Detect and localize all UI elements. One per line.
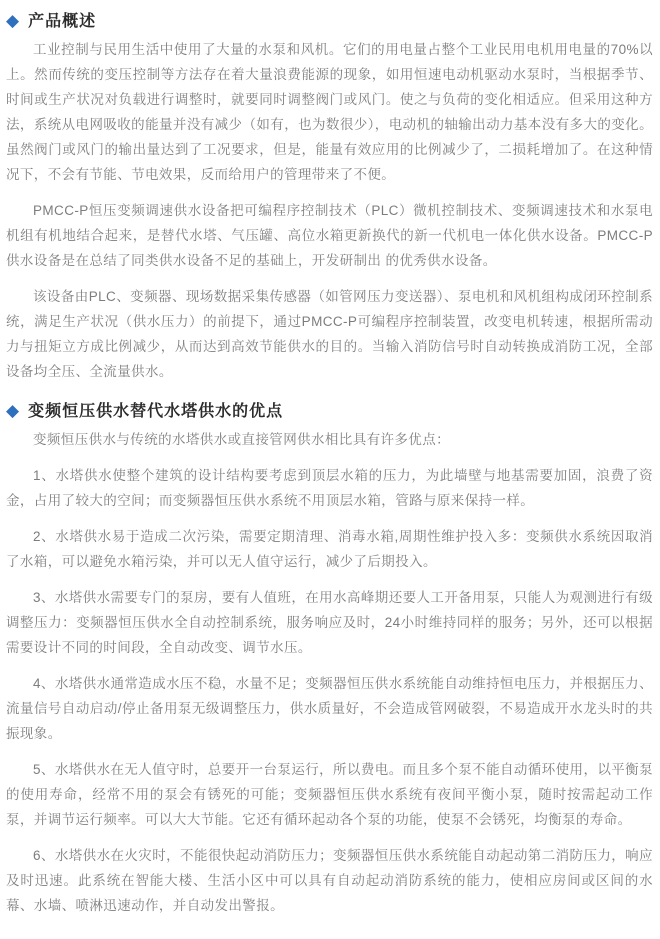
paragraph: 变频恒压供水与传统的水塔供水或直接管网供水相比具有许多优点： xyxy=(33,432,450,447)
paragraph: 该设备由PLC、变频器、现场数据采集传感器（如管网压力变送器）、泵电机和风机组构成闭环控制系统，满足生产状况（供水压力）的前提下，通过PMCC-P可编程序控制装置，改变电机转速，根据所需动力与扭矩立方成比例减少，从而达到高效节能供水的目的。当输入消防信号时自动转换成消防工况，全部设备均全压、全流量供水。 xyxy=(6,289,653,379)
section-product-overview xyxy=(6,8,653,384)
diamond-bullet-icon: ◆ xyxy=(6,401,20,420)
section-advantages xyxy=(6,398,653,918)
section-title: 变频恒压供水替代水塔供水的优点 xyxy=(28,403,284,420)
advantage-item-2: 2、水塔供水易于造成二次污染，需要定期清理、消毒水箱,周期性维护投入多：变频供水系统因取消了水箱，可以避免水箱污染，并可以无人值守运行，减少了后期投入。 xyxy=(6,529,653,569)
section-title: 产品概述 xyxy=(28,13,97,30)
paragraph: 工业控制与民用生活中使用了大量的水泵和风机。它们的用电量占整个工业民用电机用电量的70%以上。然而传统的变压控制等方法存在着大量浪费能源的现象，如用恒速电动机驱动水泵时，当根据季节、时间或生产状况对负载进行调整时，就要同时调整阀门或风门。使之与负荷的变化相适应。但采用这种方法，系统从电网吸收的能量并没有减少（如有，也为数很少），电动机的轴输出动力基本没有多大的变化。虽然阀门或风门的输出量达到了工况要求，但是，能量有效应用的比例减少了，二损耗增加了。在这种情况下，不会有节能、节电效果，反而给用户的管理带来了不便。 xyxy=(6,42,653,182)
advantage-item-3: 3、水塔供水需要专门的泵房，要有人值班，在用水高峰期还要人工开备用泵，只能人为观测进行有级调整压力：变频器恒压供水全自动控制系统，服务响应及时，24小时维持同样的服务；另外，还可以根据需要设计不同的时间段，全自动改变、调节水压。 xyxy=(6,590,653,655)
section-heading xyxy=(6,398,653,421)
advantage-item-5: 5、水塔供水在无人值守时，总要开一台泵运行，所以费电。而且多个泵不能自动循环使用，以平衡泵的使用寿命，经常不用的泵会有锈死的可能；变频器恒压供水系统有夜间平衡小泵，随时按需起动工作泵，并调节运行频率。可以大大节能。它还有循环起动各个泵的功能，使泵不会锈死，均衡泵的寿命。 xyxy=(6,762,653,827)
advantage-item-1: 1、水塔供水使整个建筑的设计结构要考虑到顶层水箱的压力，为此墙壁与地基需要加固，浪费了资金，占用了较大的空间；而变频器恒压供水系统不用顶层水箱，管路与原来保持一样。 xyxy=(6,468,653,508)
advantage-item-4: 4、水塔供水通常造成水压不稳，水量不足；变频器恒压供水系统能自动维持恒电压力，并根据压力、流量信号自动启动/停止备用泵无级调整压力，供水质量好，不会造成管网破裂，不易造成开水龙头时的共振现象。 xyxy=(6,676,653,741)
paragraph: PMCC-P恒压变频调速供水设备把可编程序控制技术（PLC）微机控制技术、变频调速技术和水泵电机组有机地结合起来，是替代水塔、气压罐、高位水箱更新换代的新一代机电一体化供水设备。PMCC-P供水设备是在总结了同类供水设备不足的基础上，开发研制出 的优秀供水设备。 xyxy=(6,203,653,268)
section-heading xyxy=(6,8,653,31)
advantage-item-6: 6、水塔供水在火灾时，不能很快起动消防压力；变频器恒压供水系统能自动起动第二消防压力，响应及时迅速。此系统在智能大楼、生活小区中可以具有自动起动消防系统的能力，使相应房间或区间的水幕、水墙、喷淋迅速动作，并自动发出警报。 xyxy=(6,848,653,913)
diamond-bullet-icon: ◆ xyxy=(6,11,20,30)
